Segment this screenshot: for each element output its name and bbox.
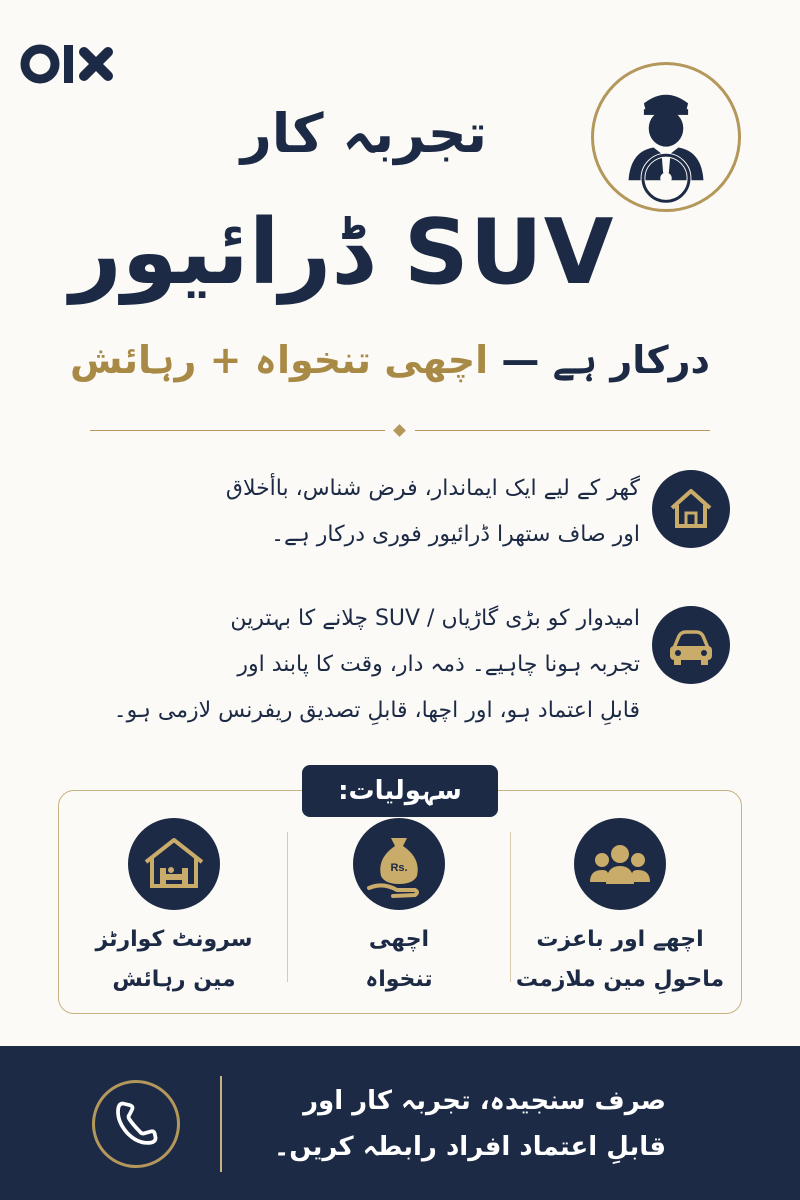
footer-text [274,1078,666,1170]
facility-salary-line-2: تنخواہ [365,967,433,992]
facility-quarters-line-1: سرونٹ کوارٹز [95,927,253,952]
subtitle [70,338,710,382]
footer-line-2: قابلِ اعتماد افراد رابطہ کریں۔ [273,1132,666,1162]
facility-quarters-line-2: مین رہائش [112,967,236,992]
home-icon [652,470,730,548]
facility-environment-line-2: ماحولِ مین ملازمت [515,967,725,992]
car-icon [652,606,730,684]
facility-environment [510,920,730,1000]
section-2-line-3: قابلِ اعتماد ہو، اور اچھا، قابلِ تصدیق ریفرنس لازمی ہو۔ [113,698,640,723]
title-line-2: SUV ڈرائیور [70,200,615,305]
driver-icon [591,62,741,212]
subtitle-part-1: درکار ہے — [501,338,710,382]
money-bag-icon [353,818,445,910]
subtitle-part-2: اچھی تنخواہ + رہائش [69,338,489,382]
olx-logo [18,34,130,94]
footer-separator [220,1076,222,1172]
rupee-badge: Rs. [390,862,408,874]
facilities-separator [287,832,288,982]
footer [0,1046,800,1200]
facility-quarters [64,920,284,1000]
facility-salary-line-1: اچھی [368,927,430,952]
divider [90,428,710,434]
section-1-text [226,466,640,558]
section-1-line-1: گھر کے لیے ایک ایماندار، فرض شناس، باأخلاق [225,476,640,501]
section-1-line-2: اور صاف ستھرا ڈرائیور فوری درکار ہے۔ [271,522,640,547]
phone-icon[interactable] [92,1080,180,1168]
facility-environment-line-1: اچھے اور باعزت [536,927,704,952]
facility-salary [289,920,509,1000]
facilities-label: سہولیات: [302,765,498,817]
title-line-1: تجربہ کار [240,102,487,165]
servant-quarters-icon [128,818,220,910]
section-2-line-1: امیدوار کو بڑی گاڑیاں / SUV چلانے کا بہترین [230,606,640,631]
group-icon [574,818,666,910]
section-2-line-2: تجربہ ہونا چاہیے۔ ذمہ دار، وقت کا پابند اور [237,652,640,677]
footer-line-1: صرف سنجیدہ، تجربہ کار اور [303,1086,666,1116]
diamond-ornament [393,424,406,437]
section-2-text [114,596,640,734]
